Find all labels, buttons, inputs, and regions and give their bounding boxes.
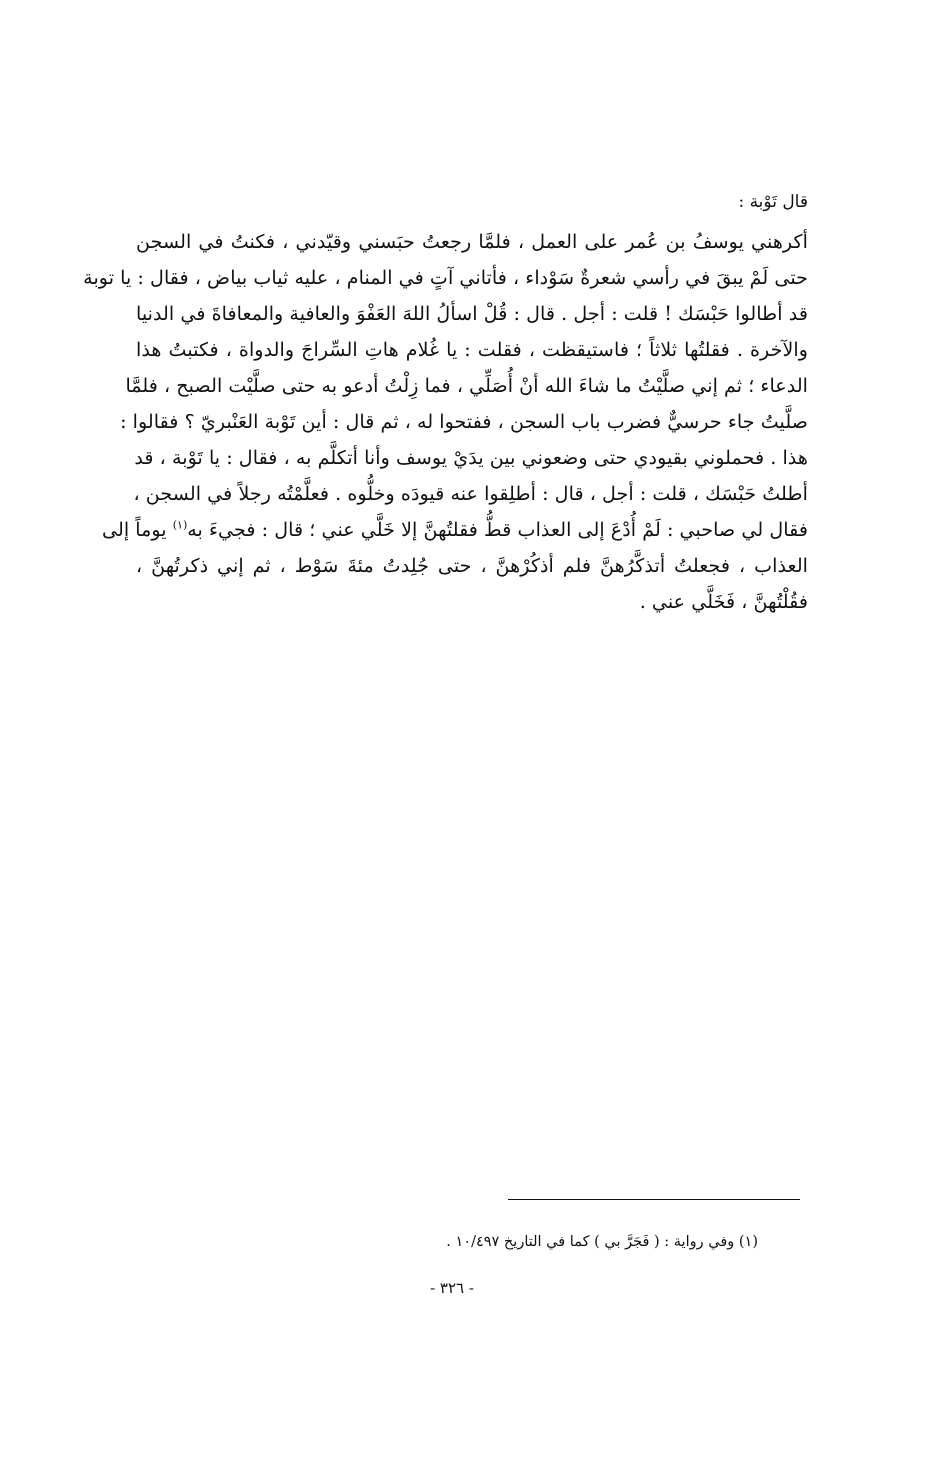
body-line: هذا . فحملوني بقيودي حتى وضعوني بين يدَيْ يوسف وأنا أتكلَّم به ، فقال : يا تَوْبة ، قد — [134, 446, 808, 469]
body-line: قد أطالوا حَبْسَك ! قلت : أجل . قال : قُلْ اسألُ اللهَ العَفْوَ والعافية والمعافاةَ في الدنيا — [136, 302, 808, 325]
footnote-divider — [508, 1199, 800, 1200]
body-line: أكرهني يوسفُ بن عُمر على العمل ، فلمَّا رجعتُ حبَسني وقيّدني ، فكنتُ في السجن — [136, 230, 808, 253]
body-line: والآخرة . فقلتُها ثلاثاً ؛ فاستيقظت ، فقلت : يا غُلام هاتِ السِّراجَ والدواة ، فكتبتُ هذا — [136, 338, 808, 361]
body-line: أطلتُ حَبْسَك ، قلت : أجل ، قال : أطلِقوا عنه قيودَه وخلُّوه . فعلَّمْتُه رجلاً في السجن ، — [133, 482, 808, 505]
body-line-part: يوماً إلى — [101, 518, 173, 541]
section-heading: قال تَوْبة : — [738, 192, 808, 212]
footnote-marker: (١) — [172, 518, 188, 532]
body-line: العذاب ، فجعلتُ أتذكَّرُهنَّ فلم أذكُرْهنَّ ، حتى جُلِدتُ مئةَ سَوْط ، ثم إني ذكرتُهنَّ ، — [136, 554, 808, 577]
body-line: الدعاء ؛ ثم إني صلَّيْتُ ما شاءَ الله أنْ أُصَلِّي ، فما زِلْتُ أدعو به حتى صلَّيْت الصبح ، فلمَّا — [125, 374, 808, 397]
footnote: (١) وفي رواية : ( فَجَرَّ بي ) كما في التاريخ ١٠/٤٩٧ . — [446, 1234, 758, 1250]
body-line: فقُلْتُهنَّ ، فَخَلَّي عني . — [639, 590, 808, 613]
page-number: - ٣٢٦ - — [430, 1279, 474, 1297]
body-line: حتى لَمْ يبقَ في رأسي شعرةٌ سَوْداء ، فأتاني آتٍ في المنام ، عليه ثياب بياض ، فقال : يا توبة — [83, 266, 808, 289]
body-text — [83, 224, 808, 620]
body-line-part: فقال لي صاحبي : لَمْ أُدْعَ إلى العذاب قطُّ فقلتُهنَّ إلا خَلَّي عني ؛ قال : فجيءَ به — [187, 518, 808, 541]
body-line-with-footnote — [101, 512, 808, 548]
body-line: صلَّيتُ جاء حرسيٌّ فضرب باب السجن ، ففتحوا له ، ثم قال : أين تَوْبة العَنْبريّ ؟ فقالوا : — [120, 410, 808, 433]
